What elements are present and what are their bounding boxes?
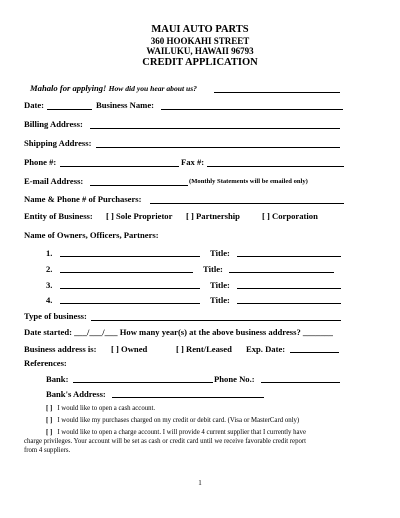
- bank-phone-line[interactable]: [261, 382, 340, 383]
- owners-label: Name of Owners, Officers, Partners:: [24, 230, 159, 240]
- owner-row-1-number: 1.: [46, 248, 53, 258]
- owner-row-3-title-line[interactable]: [237, 288, 341, 289]
- owner-row-1-name-line[interactable]: [60, 256, 200, 257]
- owner-row-4-title-label: Title:: [210, 295, 230, 305]
- entity-sole-proprietor[interactable]: [ ] Sole Proprietor: [106, 211, 173, 221]
- owner-row-4-number: 4.: [46, 295, 53, 305]
- form-title: CREDIT APPLICATION: [142, 57, 258, 68]
- business-address-is-label: Business address is:: [24, 344, 97, 354]
- owner-row-4-title-line[interactable]: [237, 303, 341, 304]
- purchasers-label: Name & Phone # of Purchasers:: [24, 194, 142, 204]
- owner-row-2-name-line[interactable]: [60, 272, 193, 273]
- entity-corporation[interactable]: [ ] Corporation: [262, 211, 318, 221]
- owned-option[interactable]: [ ] Owned: [111, 344, 148, 354]
- page-number: 1: [198, 479, 202, 487]
- owner-row-2-title-label: Title:: [203, 264, 223, 274]
- how-heard-label: How did you hear about us?: [108, 84, 197, 93]
- card-text: I would like my purchases charged on my credit or debit card. (Visa or MasterCard only): [57, 417, 300, 424]
- card-option: [46, 416, 299, 425]
- owner-row-3-name-line[interactable]: [60, 288, 200, 289]
- rent-leased-option[interactable]: [ ] Rent/Leased: [176, 344, 232, 354]
- bank-address-line[interactable]: [112, 397, 264, 398]
- owner-row-2-title-line[interactable]: [229, 272, 334, 273]
- company-name: MAUI AUTO PARTS: [151, 24, 249, 35]
- shipping-address-label: Shipping Address:: [24, 138, 92, 148]
- mahalo-text: [30, 83, 197, 94]
- bank-label: Bank:: [46, 374, 69, 384]
- owner-row-1-title-line[interactable]: [237, 256, 341, 257]
- owner-row-3-number: 3.: [46, 280, 53, 290]
- shipping-address-line[interactable]: [96, 147, 340, 148]
- charge-checkbox[interactable]: [ ]: [46, 429, 53, 436]
- phone-label: Phone #:: [24, 157, 57, 167]
- mahalo-label: Mahalo for applying!: [30, 83, 107, 93]
- entity-partnership[interactable]: [ ] Partnership: [186, 211, 240, 221]
- company-street: 360 HOOKAHI STREET: [150, 36, 250, 46]
- charge-account-option: [46, 428, 306, 437]
- billing-address-line[interactable]: [90, 128, 340, 129]
- billing-address-label: Billing Address:: [24, 119, 83, 129]
- how-heard-line[interactable]: [214, 92, 340, 93]
- type-of-business-line[interactable]: [91, 320, 341, 321]
- purchasers-line[interactable]: [150, 203, 344, 204]
- owner-row-2-number: 2.: [46, 264, 53, 274]
- fax-line[interactable]: [207, 166, 344, 167]
- charge-text-line-3: from 4 suppliers.: [24, 447, 71, 454]
- bank-address-label: Bank's Address:: [46, 389, 106, 399]
- business-name-label: Business Name:: [96, 100, 155, 110]
- date-started-text: Date started: ___/___/___ How many year(s) at the above business address? _______: [24, 327, 333, 337]
- entity-label: Entity of Business:: [24, 211, 93, 221]
- bank-phone-label: Phone No.:: [214, 374, 255, 384]
- owner-row-4-name-line[interactable]: [60, 303, 200, 304]
- email-label: E-mail Address:: [24, 176, 84, 186]
- exp-date-line[interactable]: [290, 352, 339, 353]
- phone-line[interactable]: [60, 166, 179, 167]
- business-name-line[interactable]: [161, 109, 343, 110]
- charge-text-line-1: I would like to open a charge account. I will provide 4 current supplier that I currently have: [57, 429, 306, 436]
- fax-label: Fax #:: [181, 157, 205, 167]
- charge-text-line-2: charge privileges. Your account will be set as cash or credit card until we receive favorable credit report: [24, 438, 307, 445]
- type-of-business-label: Type of business:: [24, 311, 87, 321]
- exp-date-label: Exp. Date:: [246, 344, 286, 354]
- owner-row-3-title-label: Title:: [210, 280, 230, 290]
- company-city: WAILUKU, HAWAII 96793: [146, 46, 254, 56]
- date-line[interactable]: [47, 109, 92, 110]
- owner-row-1-title-label: Title:: [210, 248, 230, 258]
- bank-line[interactable]: [73, 382, 213, 383]
- cash-account-option: [46, 404, 155, 413]
- references-label: References:: [24, 358, 67, 368]
- cash-checkbox[interactable]: [ ]: [46, 405, 53, 412]
- cash-account-text: I would like to open a cash account.: [57, 405, 156, 412]
- email-line[interactable]: [90, 185, 188, 186]
- card-checkbox[interactable]: [ ]: [46, 417, 53, 424]
- date-label: Date:: [24, 100, 45, 110]
- email-note: (Monthly Statements will be emailed only): [189, 178, 308, 185]
